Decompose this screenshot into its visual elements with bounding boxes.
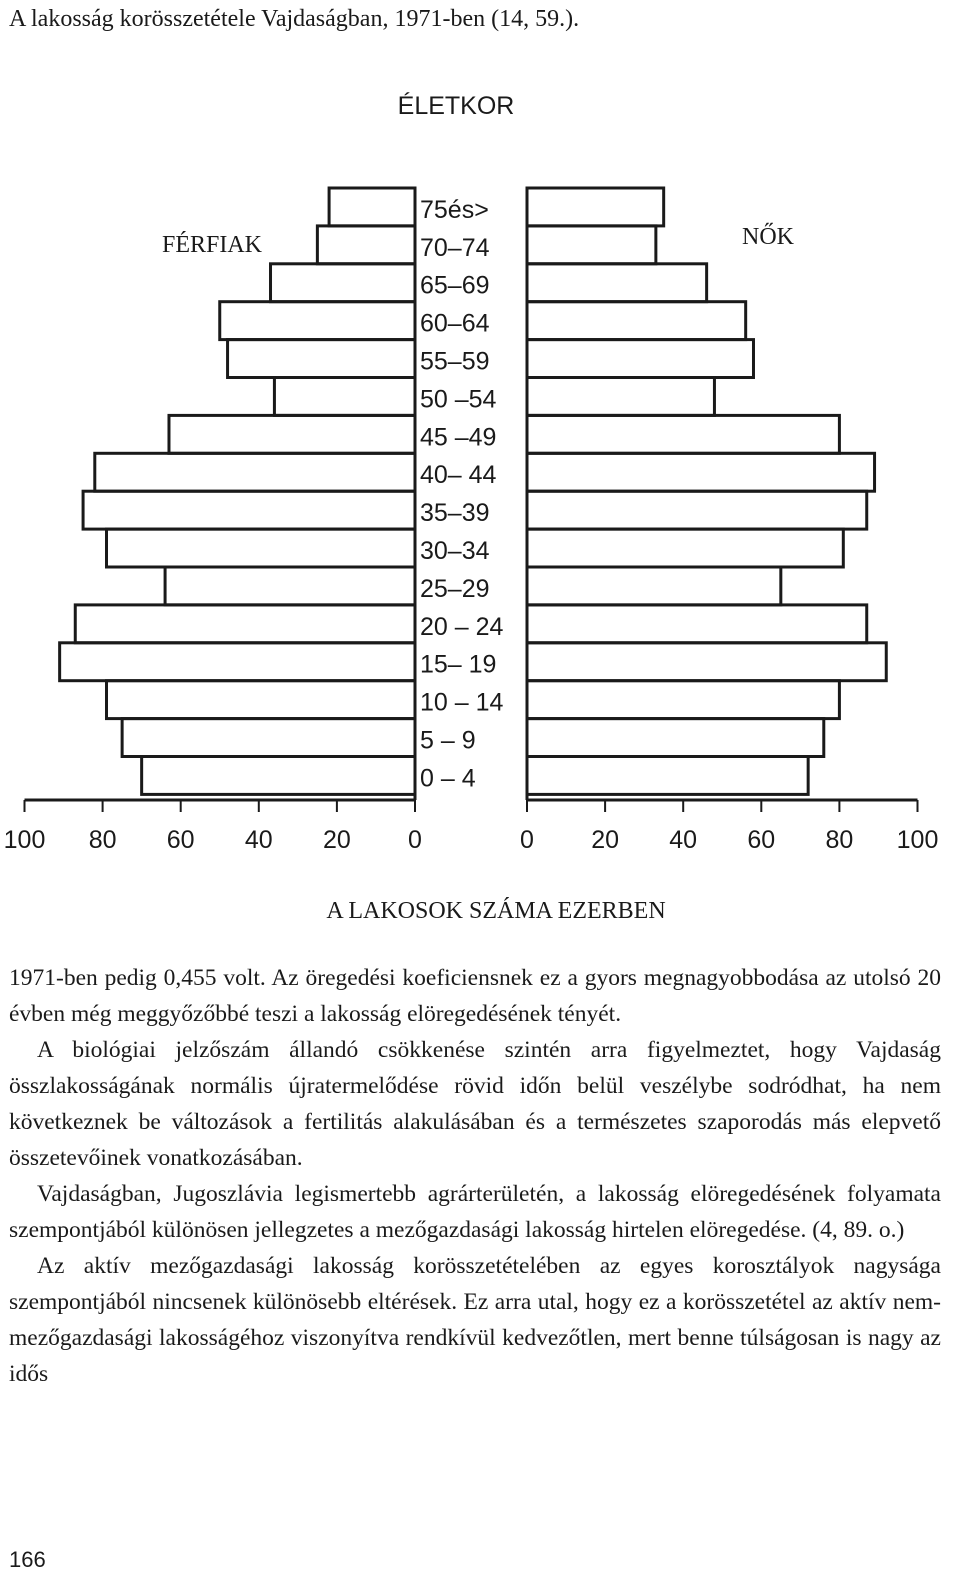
male-bar-70-74 [317,226,415,264]
female-bar-75és> [527,188,664,226]
male-bar-75és> [329,188,415,226]
age-group-label: 5 – 9 [420,726,476,755]
male-tick-label: 40 [244,826,273,854]
female-bar-0-4 [527,757,808,795]
age-group-label: 50 –54 [420,385,497,414]
age-group-label: 15– 19 [420,650,497,679]
female-bar-60-64 [527,302,746,340]
male-bar-45-49 [169,415,415,453]
male-bar-0-4 [142,757,415,795]
female-tick-label: 80 [825,826,854,854]
female-tick-label: 100 [896,826,939,854]
female-bar-70-74 [527,226,656,264]
female-bar-5-9 [527,719,824,757]
female-bar-50-54 [527,378,714,416]
female-bar-20-24 [527,605,867,643]
female-bar-30-34 [527,529,843,567]
age-group-label: 40– 44 [420,461,497,490]
female-tick-label: 0 [520,826,534,854]
paragraph-3: Vajdaságban, Jugoszlávia legismertebb agrárterületén, a lakosság elöregedésének folyamata szempontjából különösen jellegzetes a mezőgazdasági lakosság hirtelen elöregedése. (4, 89. o.) [9,1181,941,1243]
age-group-label: 30–34 [420,537,490,565]
female-tick-label: 60 [747,826,776,854]
age-group-label: 70–74 [420,233,490,262]
female-bars-group [527,188,886,794]
male-bar-40-44 [95,453,415,491]
male-tick-label: 80 [88,826,117,854]
age-group-label: 45 –49 [420,423,497,452]
paragraph-1: 1971-ben pedig 0,455 volt. Az öregedési koeficiensnek ez a gyors megnagyobbodása az utolsó 20 évben még meggyőzőbbé teszi a lakosság elöregedésének tényét. [9,965,941,1027]
male-bar-5-9 [122,719,415,757]
female-bar-15-19 [527,643,886,681]
age-group-label: 35–39 [420,499,490,528]
female-bar-25-29 [527,567,781,605]
male-bar-35-39 [83,491,415,529]
age-group-label: 0 – 4 [420,764,476,793]
paragraph-2: A biológiai jelzőszám állandó csökkenése szintén arra figyelmeztet, hogy Vajdaság összlakosságának normális újratermelődése rövid időn belül veszélybe sodródhat, ha nem következnek be változások a fertilitás alakulásában és a természetes szaporodás más elepvető összetevőinek vonatkozásában. [9,1037,941,1171]
male-bar-25-29 [165,567,415,605]
female-bar-40-44 [527,453,875,491]
female-tick-label: 40 [669,826,698,854]
age-group-label: 55–59 [420,347,490,376]
male-bar-10-14 [107,681,415,719]
female-bar-55-59 [527,340,753,378]
male-bar-50-54 [274,378,415,416]
male-bar-30-34 [107,529,415,567]
legend-label-female: NŐK [742,224,794,250]
age-group-label: 65–69 [420,271,490,300]
age-group-label: 25–29 [420,574,490,603]
male-bar-55-59 [228,340,415,378]
female-bar-10-14 [527,681,839,719]
male-bars-group [60,188,415,794]
female-bar-35-39 [527,491,867,529]
female-bar-65-69 [527,264,707,302]
male-bar-15-19 [60,643,415,681]
male-bar-20-24 [75,605,415,643]
age-labels-group [420,196,504,793]
age-group-label: 75és> [420,195,489,224]
paragraph-4: Az aktív mezőgazdasági lakosság korösszetételében az egyes korosztályok nagysága szempontjából nincsenek különösebb eltérések. Ez arra utal, hogy ez a korösszetétel az aktív nem-mezőgazdasági lakosságéhoz viszonyítva rendkívül kedvezőtlen, mert benne túlságosan is nagy az idős [9,1253,941,1387]
age-group-label: 10 – 14 [420,688,504,717]
body-text [9,960,941,1392]
x-axis-title: A LAKOSOK SZÁMA EZERBEN [326,898,666,924]
male-tick-label: 60 [166,826,195,854]
female-bar-45-49 [527,415,839,453]
male-tick-label: 20 [322,826,351,854]
male-bar-65-69 [271,264,415,302]
age-group-label: 60–64 [420,309,490,338]
female-tick-label: 20 [591,826,620,854]
figure-caption: A lakosság korösszetétele Vajdaságban, 1971-ben (14, 59.). [9,6,580,32]
age-group-label: 20 – 24 [420,612,504,641]
page-number: 166 [9,1547,46,1572]
legend-label-male: FÉRFIAK [161,232,263,258]
male-bar-60-64 [220,302,415,340]
chart-title: ÉLETKOR [397,92,515,120]
male-tick-label: 100 [3,826,46,854]
male-tick-label: 0 [408,826,422,854]
